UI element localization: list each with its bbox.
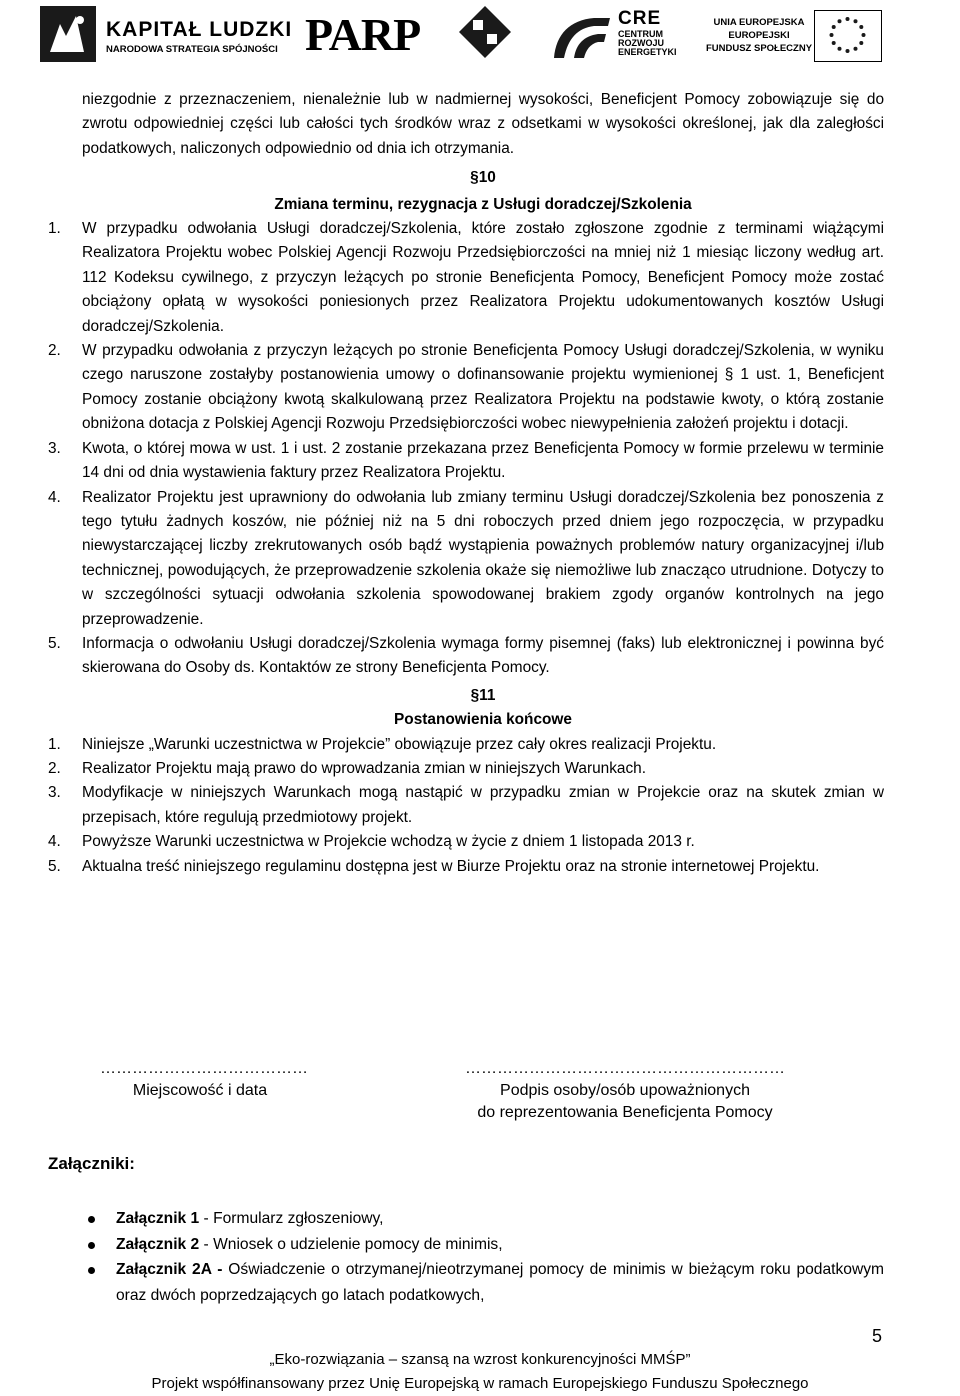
- list-item: [48, 830, 884, 854]
- list-item-text: Informacja o odwołaniu Usługi doradczej/Szkolenia wymaga formy pisemnej (faks) lub elektronicznej i powinna być skierowana do Osoby ds. Kontaktów ze strony Beneficjenta Pomocy.: [82, 634, 884, 677]
- attachment-description: Oświadczenie o otrzymanej/nieotrzymanej pomocy de minimis w bieżącym roku podatkowym oraz dwóch poprzedzających go latach podatkowych,: [116, 1261, 885, 1304]
- signature-label: Podpis osoby/osób upoważnionych: [500, 1082, 750, 1099]
- attachment-name: Załącznik 2: [116, 1235, 200, 1253]
- cre-sub-line: ENERGETYKI: [618, 47, 677, 57]
- list-item-number: 2.: [48, 759, 61, 777]
- list-item-text: W przypadku odwołania z przyczyn leżących po stronie Beneficjenta Pomocy Usługi doradczej/Szkolenia, w wyniku czego naruszone zostałyby postanowienia umowy o dofinansowanie projektu wymienionej § 1 ust. 1, Beneficjent Pomocy zostanie obciążony kwotą skalkulowaną przez Realizatora Projektu na podstawie kwoty, o którą zostanie obniżona dotacja z Polskiej Agencji Rozwoju Przedsiębiorczości wobec niewypełnienia założeń projektu i dotacji.: [82, 342, 884, 433]
- list-item-number: 5.: [48, 634, 61, 652]
- list-item: [48, 757, 884, 781]
- attachments-list: [0, 1206, 960, 1308]
- attachment-description: - Wniosek o udzielenie pomocy de minimis,: [199, 1235, 503, 1253]
- section-11-list: [0, 733, 960, 879]
- bullet-icon: [88, 1216, 95, 1223]
- eu-text: [704, 16, 814, 55]
- list-item-number: 5.: [48, 857, 61, 875]
- list-item-number: 1.: [48, 220, 61, 238]
- list-item-number: 1.: [48, 735, 61, 753]
- list-item-text: Niniejsze „Warunki uczestnictwa w Projekcie” obowiązuje przez cały okres realizacji Projektu.: [82, 735, 717, 753]
- list-item-text: Aktualna treść niniejszego regulaminu dostępna jest w Biurze Projektu oraz na stronie internetowej Projektu.: [82, 857, 820, 875]
- parp-emblem-icon: [457, 4, 513, 60]
- intro-paragraph: niezgodnie z przeznaczeniem, nienależnie lub w nadmiernej wysokości, Beneficjent Pomocy zobowiązuje się do zwrotu odpowiedniej części lub całości tych środków wraz z odsetkami w wysokości określonej, jak dla zaległości podatkowych, naliczonych odpowiednio od dnia ich otrzymania.: [82, 91, 884, 157]
- kapital-ludzki-emblem-icon: [40, 6, 96, 62]
- attachment-name: Załącznik 1: [116, 1210, 200, 1227]
- signature-authorized: [445, 1058, 805, 1124]
- signature-place-date: [100, 1058, 308, 1102]
- parp-logo: [305, 4, 565, 64]
- bullet-icon: [88, 1242, 95, 1249]
- kapital-ludzki-subtitle: NARODOWA STRATEGIA SPÓJNOŚCI: [106, 44, 278, 55]
- parp-name: PARP: [305, 9, 421, 60]
- list-item-text: Kwota, o której mowa w ust. 1 i ust. 2 zostanie przekazana przez Beneficjenta Pomocy w formie przelewu w terminie 14 dni od dnia wystawienia faktury przez Realizatora Projektu.: [82, 439, 884, 482]
- eu-text-line: FUNDUSZ SPOŁECZNY: [705, 43, 813, 54]
- attachment-description: - Formularz zgłoszeniowy,: [199, 1210, 384, 1227]
- eu-text-line: EUROPEJSKI: [728, 30, 790, 41]
- list-item-number: 4.: [48, 833, 61, 851]
- eu-text-line: UNIA EUROPEJSKA: [713, 17, 805, 28]
- cre-emblem-icon: [550, 14, 614, 62]
- cre-name: CRE: [618, 8, 662, 29]
- footer-cofinancing-note: Projekt współfinansowany przez Unię Europejską w ramach Europejskiego Funduszu Społecznego: [151, 1375, 809, 1392]
- list-item: [48, 217, 884, 339]
- eu-logo: [704, 4, 944, 64]
- list-item: [48, 486, 884, 632]
- bullet-icon: [88, 1267, 95, 1274]
- document-body: [0, 88, 960, 879]
- attachments-title: Załączniki:: [48, 1154, 135, 1173]
- signature-dots: ……………………………………………………: [465, 1060, 785, 1077]
- kapital-ludzki-logo: [40, 4, 293, 64]
- footer-project-title: „Eko-rozwiązania – szansą na wzrost konkurencyjności MMŚP”: [269, 1351, 691, 1368]
- footer: [0, 1348, 960, 1396]
- signature-label: Miejscowość i data: [132, 1082, 268, 1099]
- cre-sub-line: CENTRUM: [618, 29, 663, 39]
- list-item: [116, 1232, 884, 1258]
- section-10-number: §10: [470, 169, 496, 187]
- list-item-text: Realizator Projektu mają prawo do wprowadzania zmian w niniejszych Warunkach.: [82, 759, 647, 777]
- header-logos: [0, 0, 960, 70]
- list-item-text: Powyższe Warunki uczestnictwa w Projekcie wchodzą w życie z dniem 1 listopada 2013 r.: [82, 833, 695, 851]
- section-10-title: Zmiana terminu, rezygnacja z Usługi doradczej/Szkolenia: [274, 195, 692, 213]
- list-item-number: 3.: [48, 439, 61, 457]
- list-item-number: 4.: [48, 488, 61, 506]
- cre-logo: [550, 4, 710, 64]
- list-item-text: Modyfikacje w niniejszych Warunkach mogą nastąpić w przypadku zmian w Projekcie oraz na skutek zmian w przepisach, które regulują przedmiotowy projekt.: [82, 784, 884, 826]
- signature-dots: …………………………………: [100, 1060, 308, 1077]
- list-item: [48, 733, 884, 757]
- page-number: 5: [871, 1326, 882, 1346]
- list-item: [48, 781, 884, 830]
- section-11-number: §11: [470, 686, 496, 704]
- section-11-title: Postanowienia końcowe: [394, 711, 572, 729]
- list-item: [116, 1257, 884, 1308]
- cre-sub-line: ROZWOJU: [618, 38, 664, 48]
- list-item-number: 3.: [48, 784, 61, 802]
- cre-subtitle: [618, 30, 688, 57]
- list-item-number: 2.: [48, 342, 61, 360]
- section-10-list: [0, 217, 960, 681]
- list-item: [48, 855, 884, 879]
- list-item: [48, 339, 884, 437]
- list-item-text: Realizator Projektu jest uprawniony do odwołania lub zmiany terminu Usługi doradczej/Szkolenia bez ponoszenia z tego tytułu żadnych koszów, nie później niż na 5 dni roboczych przed dniem jego rozpoczęcia, w przypadku niewystarczającej liczby zrekrutowanych osób bądź wystąpienia poważnych problemów natury organizacyjnej i/lub technicznej, powodujących, że przeprowadzenie szkolenia okaże się niemożliwe lub znacząco utrudnione. Dotyczy to w szczególności sytuacji odwołania szkolenia spowodowanej brakiem zgody organów kontrolnych na jego przeprowadzenie.: [82, 488, 884, 628]
- attachment-name: Załącznik 2A -: [116, 1261, 223, 1279]
- list-item: [48, 437, 884, 486]
- list-item: [48, 632, 884, 681]
- kapital-ludzki-name: KAPITAŁ LUDZKI: [106, 18, 293, 41]
- list-item-text: W przypadku odwołania Usługi doradczej/Szkolenia, które zostało zgłoszone zgodnie z terminami wiążącymi Realizatora Projektu wobec Polskiej Agencji Rozwoju Przedsiębiorczości na mniej niż 1 miesiąc liczony według art. 112 Kodeksu cywilnego, z przyczyn leżących po stronie Beneficjenta Pomocy, Beneficjent Pomocy może zostać obciążony opłatą w wysokości poniesionych przez Realizatora Projektu udokumentowanych kosztów Usługi doradczej/Szkolenia.: [82, 220, 884, 335]
- signature-label: do reprezentowania Beneficjenta Pomocy: [477, 1104, 773, 1121]
- list-item: [116, 1206, 884, 1232]
- eu-flag-icon: [814, 10, 882, 62]
